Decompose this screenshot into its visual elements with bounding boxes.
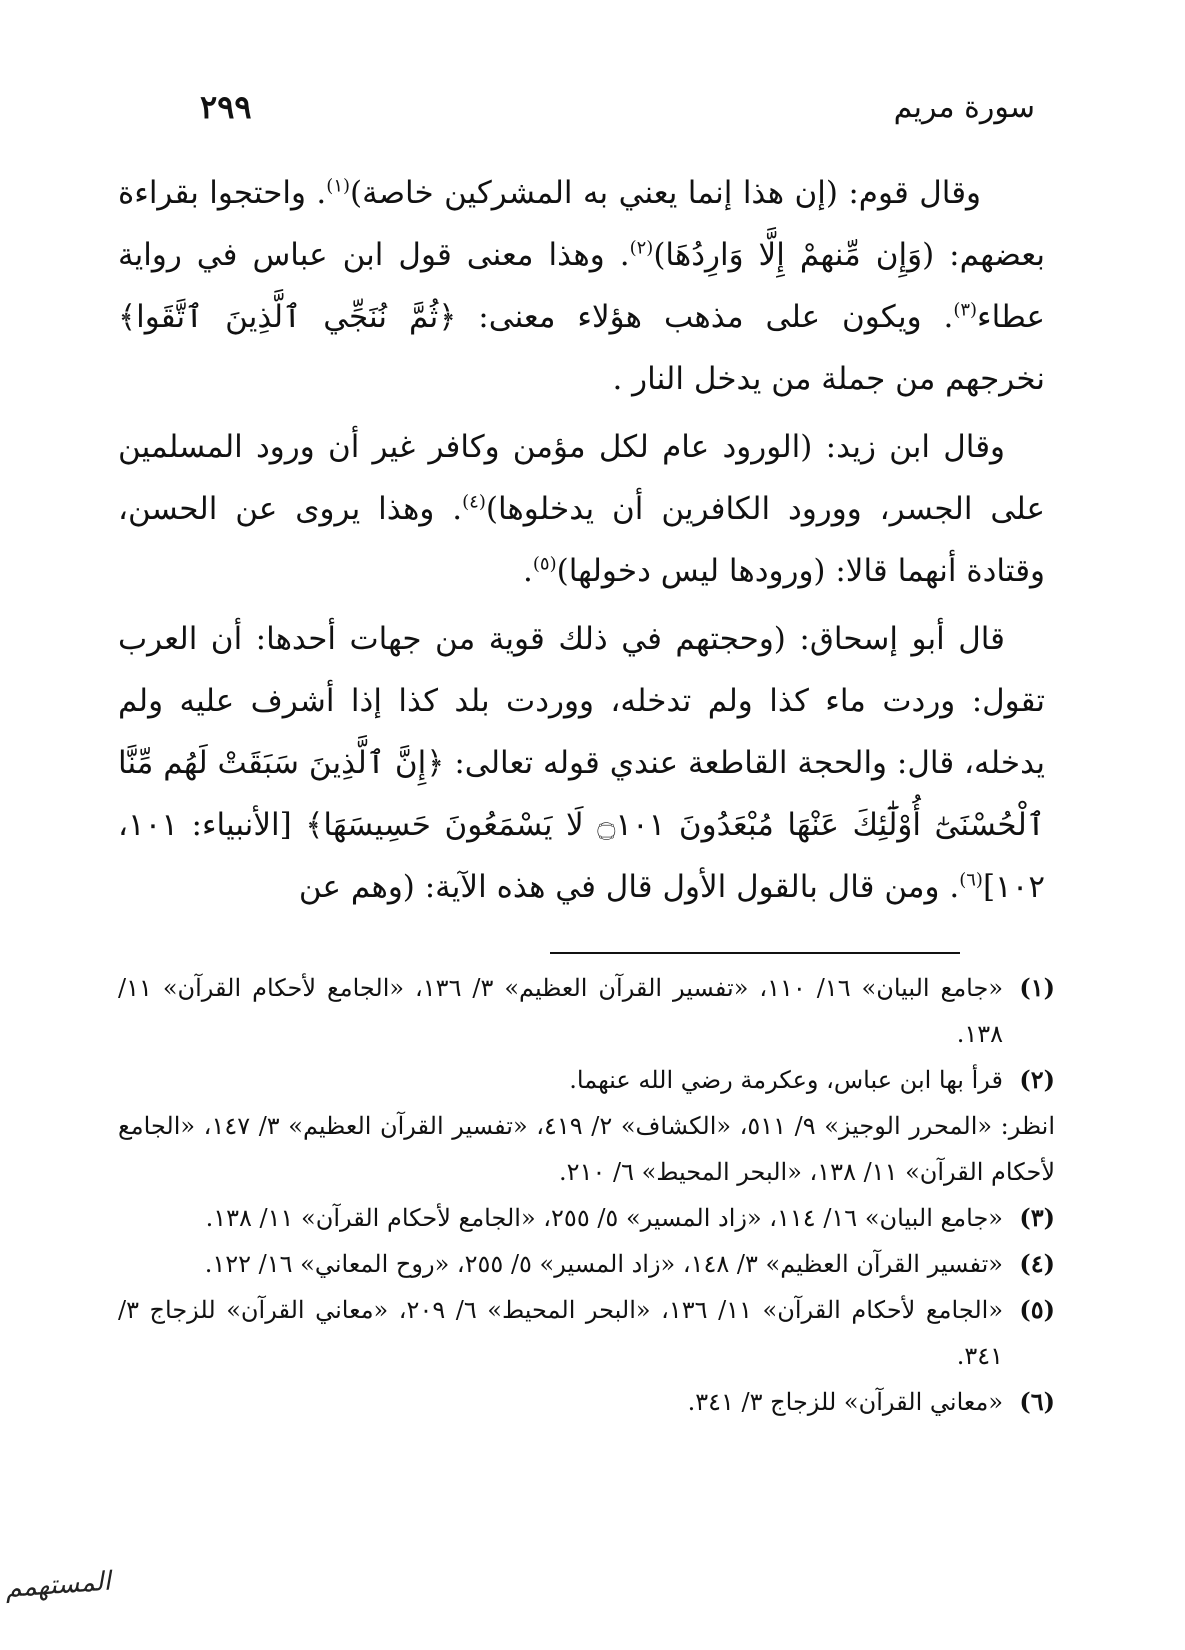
paragraph-1 — [118, 162, 1045, 410]
library-stamp-logo: المستهمم — [4, 1566, 112, 1604]
footnote-number: (٤) — [1019, 1249, 1055, 1278]
footnote-1 — [118, 965, 1055, 1057]
paragraph-text: وقال ابن زيد: (الورود عام لكل مؤمن وكافر غير أن ورود المسلمين على الجسر، وورود الكافرين أن يدخلوها) — [118, 429, 1045, 527]
footnote-number: (٦) — [1019, 1387, 1055, 1416]
footnote-2-continuation: انظر: «المحرر الوجيز» ٩/ ٥١١، «الكشاف» ٢/ ٤١٩، «تفسير القرآن العظيم» ٣/ ١٤٧، «الجامع لأحكام القرآن» ١١/ ١٣٨، «البحر المحيط» ٦/ ٢١٠. — [118, 1112, 1056, 1186]
footnote-number: (٣) — [1019, 1203, 1055, 1232]
footnote-ref[interactable]: (٤) — [462, 491, 486, 513]
footnote-ref[interactable]: (٦) — [959, 869, 983, 891]
paragraph-text: قال أبو إسحاق: (وحجتهم في ذلك قوية من جهات أحدها: أن العرب تقول: وردت ماء كذا ولم تدخله، ووردت بلد كذا إذا أشرف عليه ولم يدخله، قال: والحجة القاطعة عندي قوله تعالى: ﴿إِنَّ ٱلَّذِينَ سَبَقَتْ لَهُم مِّنَّا ٱلْحُسْنَىٰٓ أُوْلَٰٓئِكَ عَنْهَا مُبْعَدُونَ ۝١٠١ لَا يَسْمَعُونَ حَسِيسَهَا﴾ [الأنبياء: ١٠١، ١٠٢] — [118, 621, 1045, 905]
footnote-divider — [550, 952, 960, 954]
paragraph-text: وقال قوم: (إن هذا إنما يعني به المشركين خاصة) — [350, 175, 981, 211]
paragraph-text: . — [523, 553, 533, 589]
footnote-ref[interactable]: (٢) — [629, 237, 654, 259]
footnote-text: «تفسير القرآن العظيم» ٣/ ١٤٨، «زاد المسير» ٥/ ٢٥٥، «روح المعاني» ١٦/ ١٢٢. — [204, 1250, 1003, 1278]
footnote-text: «الجامع لأحكام القرآن» ١١/ ١٣٦، «البحر المحيط» ٦/ ٢٠٩، «معاني القرآن» للزجاج ٣/ ٣٤١. — [118, 1296, 1003, 1370]
paragraph-text: . ومن قال بالقول الأول قال في هذه الآية: (وهم عن — [298, 869, 960, 905]
footnote-2 — [118, 1057, 1055, 1103]
page-number: ٢٩٩ — [200, 88, 252, 126]
paragraph-text: . ويكون على مذهب هؤلاء معنى: ﴿ثُمَّ نُنَجِّي ٱلَّذِينَ ٱتَّقَوا﴾ نخرجهم من جملة من يدخل النار . — [118, 299, 1045, 397]
footnote-ref[interactable]: (٣) — [953, 299, 978, 321]
footnote-ref[interactable]: (١) — [326, 175, 351, 197]
paragraph-text: . واحتجوا بقراءة بعضهم: (وَإِن مِّنهمْ إِلَّا وَارِدُهَا) — [118, 175, 1045, 273]
page-header — [200, 82, 1035, 132]
footnote-number: (٥) — [1019, 1295, 1055, 1324]
paragraph-text: . وهذا يروى عن الحسن، وقتادة أنهما قالا: (ورودها ليس دخولها) — [118, 491, 1045, 589]
footnote-4 — [118, 1241, 1055, 1287]
footnote-3 — [118, 1195, 1055, 1241]
paragraph-2 — [118, 416, 1045, 602]
footnotes — [118, 965, 1055, 1425]
paragraph-3 — [118, 608, 1045, 918]
paragraph-text: . وهذا معنى قول ابن عباس في رواية عطاء — [118, 237, 1045, 335]
footnote-ref[interactable]: (٥) — [532, 553, 557, 575]
footnote-number: (١) — [1019, 973, 1055, 1002]
surah-title: سورة مريم — [893, 89, 1035, 125]
footnote-5 — [118, 1287, 1055, 1379]
footnote-number: (٢) — [1019, 1065, 1055, 1094]
footnote-text: قرأ بها ابن عباس، وعكرمة رضي الله عنهما. — [569, 1066, 1003, 1094]
footnote-6 — [118, 1379, 1055, 1425]
main-text — [118, 162, 1045, 924]
footnote-text: «جامع البيان» ١٦/ ١١٠، «تفسير القرآن العظيم» ٣/ ١٣٦، «الجامع لأحكام القرآن» ١١/ ١٣٨. — [118, 974, 1004, 1048]
footnote-text: «معاني القرآن» للزجاج ٣/ ٣٤١. — [687, 1388, 1003, 1416]
footnote-text: «جامع البيان» ١٦/ ١١٤، «زاد المسير» ٥/ ٢٥٥، «الجامع لأحكام القرآن» ١١/ ١٣٨. — [205, 1204, 1003, 1232]
